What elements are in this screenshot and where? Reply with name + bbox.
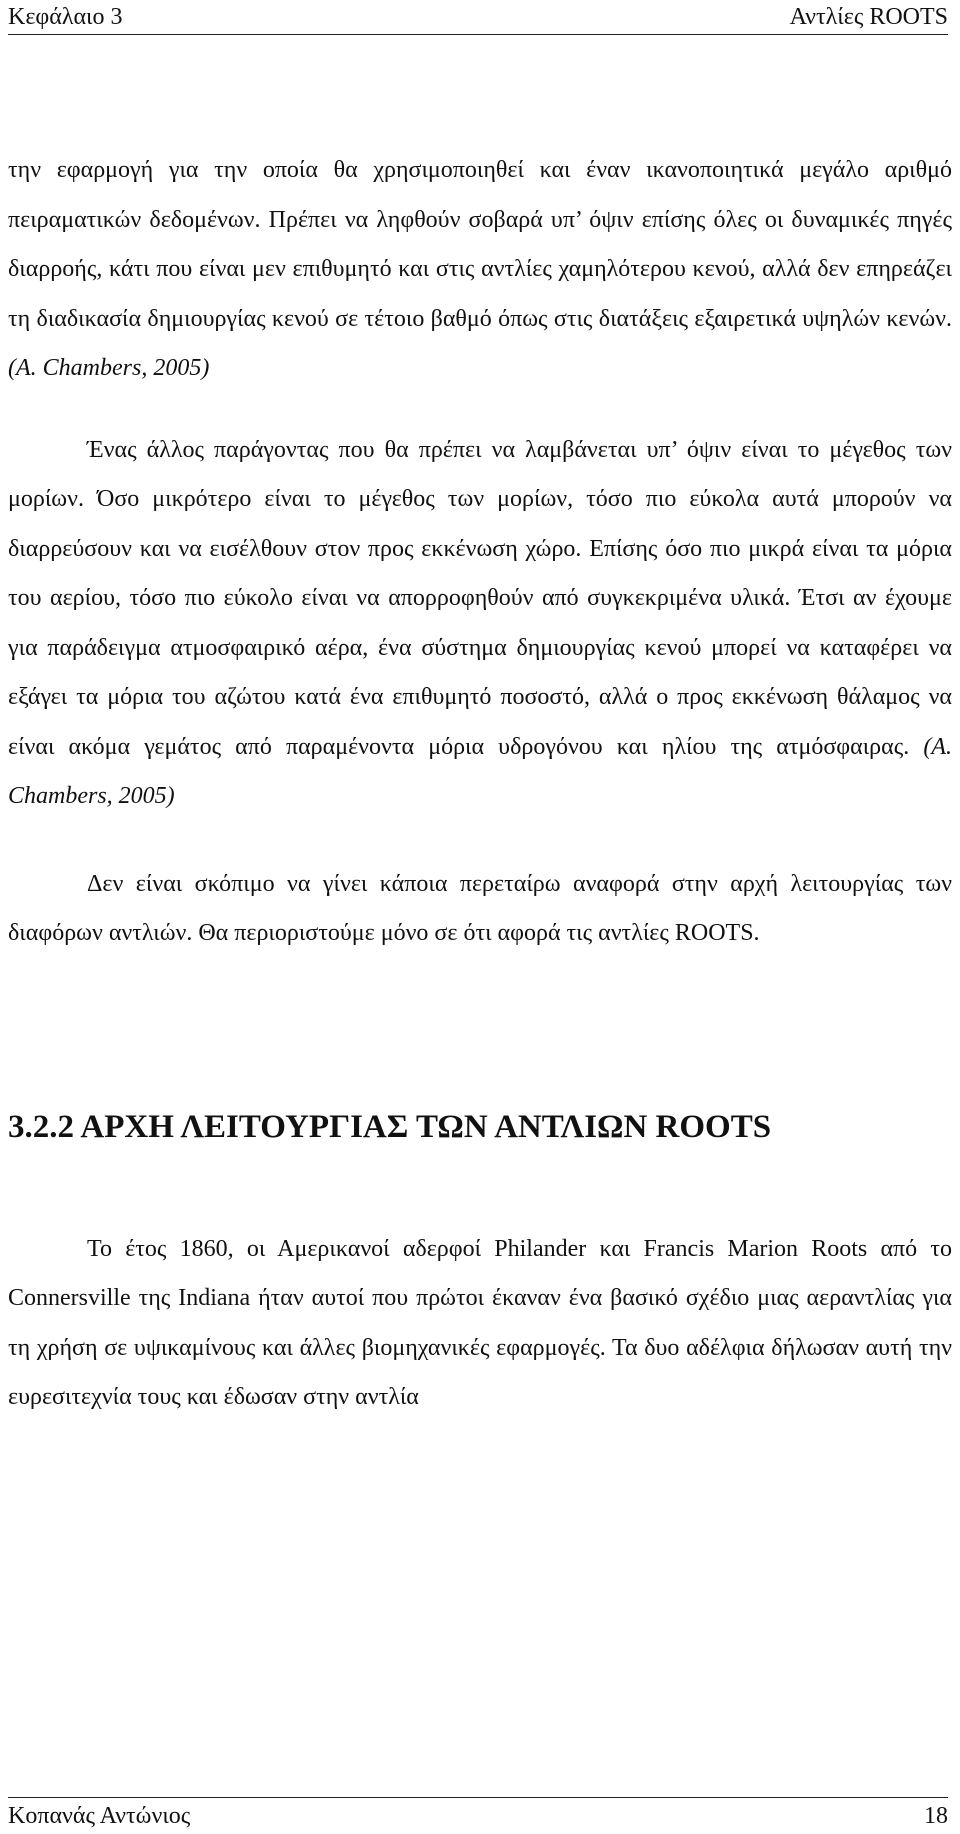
- citation-2: (A. Chambers, 2005): [8, 733, 952, 809]
- page-header: [8, 0, 948, 35]
- chapter-label: Κεφάλαιο 3: [8, 3, 123, 30]
- page-footer: [8, 1797, 948, 1834]
- paragraph-1-text: την εφαρμογή για την οποία θα χρησιμοποιηθεί και έναν ικανοποιητικά μεγάλο αριθμό πειραματικών δεδομένων. Πρέπει να ληφθούν σοβαρά υπ’ όψιν επίσης όλες οι δυναμικές πηγές διαρροής, κάτι που είναι μεν επιθυμητό και στις αντλίες χαμηλότερου κενού, αλλά δεν επηρεάζει τη διαδικασία δημιουργίας κενού σε τέτοιο βαθμό όπως στις διατάξεις εξαιρετικά υψηλών κενών.: [8, 157, 952, 332]
- paragraph-3: [8, 860, 952, 959]
- running-title: Αντλίες ROOTS: [789, 3, 948, 30]
- paragraph-2-text: Ένας άλλος παράγοντας που θα πρέπει να λαμβάνεται υπ’ όψιν είναι το μέγεθος των μορίων. Όσο μικρότερο είναι το μέγεθος των μορίων, τόσο πιο εύκολα αυτά μπορούν να διαρρεύσουν και να εισέλθουν στον προς εκκένωση χώρο. Επίσης όσο πιο μικρά είναι τα μόρια του αερίου, τόσο πιο εύκολο είναι να απορροφηθούν από συγκεκριμένα υλικά. Έτσι αν έχουμε για παράδειγμα ατμοσφαιρικό αέρα, ένα σύστημα δημιουργίας κενού μπορεί να καταφέρει να εξάγει τα μόρια του αζώτου κατά ένα επιθυμητό ποσοστό, αλλά ο προς εκκένωση θάλαμος να είναι ακόμα γεμάτος από παραμένοντα μόρια υδρογόνου και ηλίου της ατμόσφαιρας.: [8, 436, 952, 760]
- paragraph-2: [8, 426, 952, 822]
- page-body: [8, 146, 952, 1423]
- author-name: Κοπανάς Αντώνιος: [8, 1802, 191, 1829]
- paragraph-4: [8, 1225, 952, 1423]
- section-heading: 3.2.2 ΑΡΧΗ ΛΕΙΤΟΥΡΓΙΑΣ ΤΩΝ ΑΝΤΛΙΩΝ ROOTS: [8, 1108, 772, 1145]
- citation-1: (A. Chambers, 2005): [8, 355, 210, 381]
- paragraph-3-text: Δεν είναι σκόπιμο να γίνει κάποια περεταίρω αναφορά στην αρχή λειτουργίας των διαφόρων αντλιών. Θα περιοριστούμε μόνο σε ότι αφορά τις αντλίες ROOTS.: [8, 870, 952, 946]
- page-number: 18: [924, 1802, 948, 1829]
- paragraph-1: [8, 146, 952, 394]
- paragraph-4-text: Το έτος 1860, οι Αμερικανοί αδερφοί Philander και Francis Marion Roots από το Connersville της Indiana ήταν αυτοί που πρώτοι έκαναν ένα βασικό σχέδιο μιας αεραντλίας για τη χρήση σε υψικαμίνους και άλλες βιομηχανικές εφαρμογές. Τα δυο αδέλφια δήλωσαν αυτή την ευρεσιτεχνία τους και έδωσαν στην αντλία: [8, 1235, 952, 1410]
